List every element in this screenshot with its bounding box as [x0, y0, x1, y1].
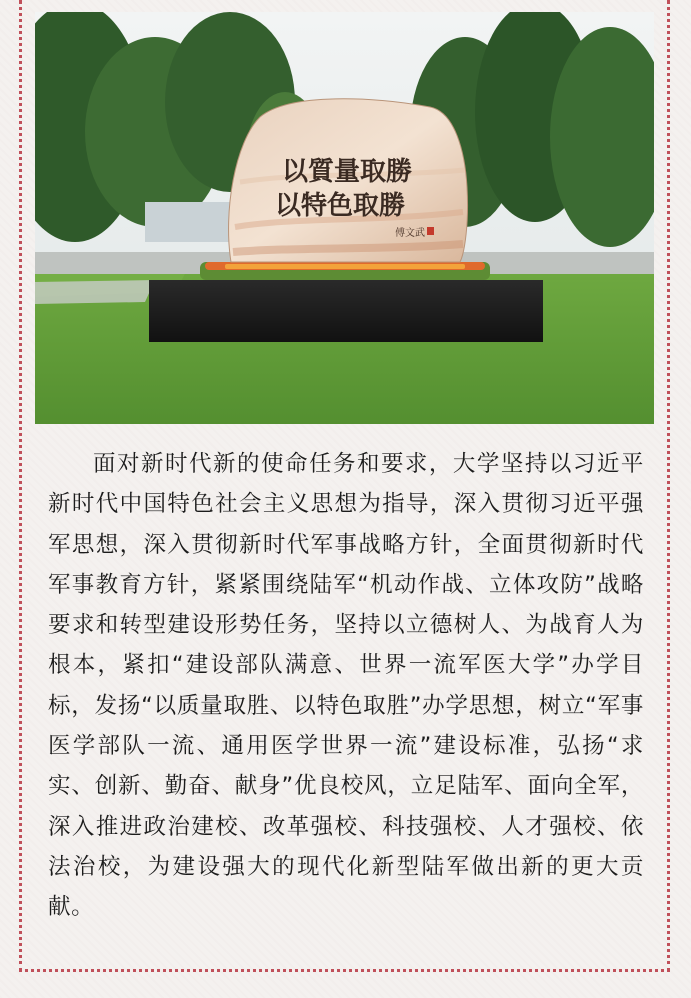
flower-bed	[200, 262, 490, 280]
campus-stone-photo	[35, 12, 654, 424]
stone-inscription-line1: 以質量取勝	[281, 157, 413, 187]
stone-signature: 傅文武	[395, 228, 425, 239]
dotted-border-right	[667, 0, 670, 972]
distant-building	[145, 202, 235, 242]
article-paragraph: 面对新时代新的使命任务和要求，大学坚持以习近平新时代中国特色社会主义思想为指导，深入贯彻习近平强军思想，深入贯彻新时代军事战略方针，全面贯彻新时代军事教育方针，紧紧围绕陆军“机动作战、立体攻防”战略要求和转型建设形势任务，坚持以立德树人、为战育人为根本，紧扣“建设部队满意、世界一流军医大学”办学目标，发扬“以质量取胜、以特色取胜”办学思想，树立“军事医学部队一流、通用医学世界一流”建设标准，弘扬“求实、创新、勤奋、献身”优良校风，立足陆军、面向全军，深入推进政治建校、改革强校、科技强校、人才强校、依法治校，为建设强大的现代化新型陆军做出新的更大贡献。	[48, 451, 644, 921]
stone-inscription-line2: 以特色取勝	[274, 191, 406, 221]
dotted-border-left	[19, 0, 22, 972]
dotted-border-bottom	[19, 969, 670, 972]
stone-plinth	[149, 280, 543, 342]
walkway	[35, 280, 155, 304]
red-seal	[427, 227, 434, 235]
